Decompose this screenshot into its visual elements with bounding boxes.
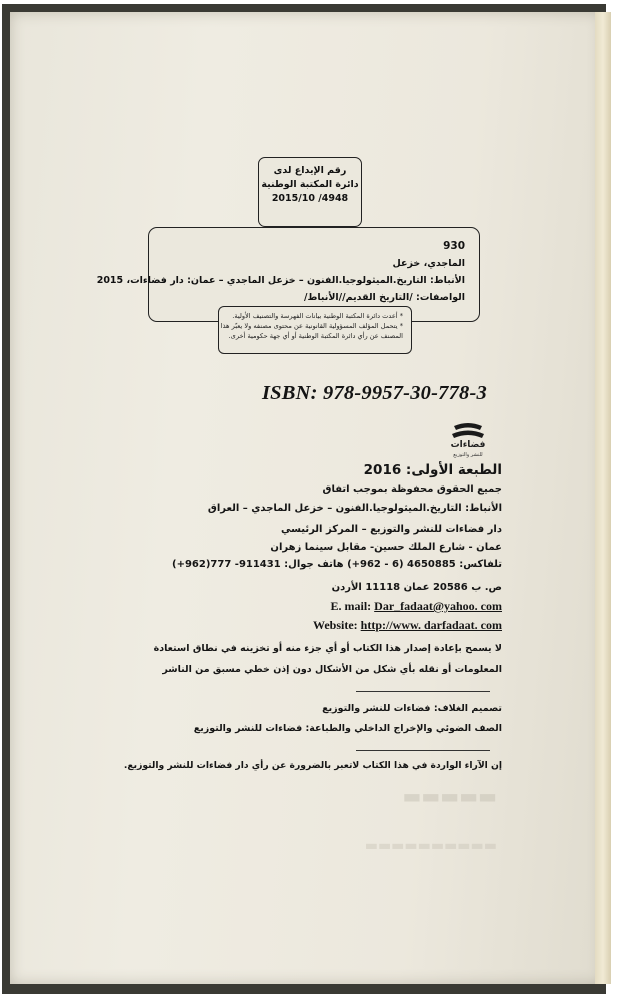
show-through-text: ▬▬▬▬▬	[402, 784, 497, 808]
deposit-number-box	[258, 157, 362, 227]
isbn-number: ISBN: 978-9957-30-778-3	[262, 382, 487, 404]
catalog-publication: الأنباط: التاريخ.الميثولوجيا.الفنون – خزعل الماجدي – عمان: دار فضاءات، 2015	[96, 275, 465, 286]
page-edges	[595, 12, 611, 984]
publisher-line: دار فضاءات للنشر والتوزيع – المركز الرئيسي	[280, 524, 502, 535]
library-notes-box	[218, 306, 412, 354]
email-line	[331, 599, 503, 614]
note-line: المصنف عن رأي دائرة المكتبة الوطنية أو أي جهة حكومية أخرى.	[228, 332, 403, 340]
email-link[interactable]: Dar_fadaat@yahoo. com	[374, 599, 502, 613]
website-line	[313, 618, 502, 633]
deposit-line: رقم الإيداع لدى	[273, 165, 347, 176]
copyright-notice-line: المعلومات أو نقله بأي شكل من الأشكال دون إذن خطي مسبق من الناشر	[162, 664, 502, 675]
publisher-logo-subtitle: للنشر والتوزيع	[453, 452, 483, 458]
address-line: عمان - شارع الملك حسين- مقابل سينما زهران	[270, 542, 502, 553]
classification-number: 930	[443, 240, 465, 252]
catalog-author: الماجدي، خزعل	[392, 258, 465, 269]
rights-text: جميع الحقوق محفوظة بموجب اتفاق	[322, 484, 502, 495]
note-line: * يتحمل المؤلف المسؤولية القانونية عن محتوى مصنفه ولا يعبّر هذا	[220, 322, 403, 330]
phone-line: تلفاكس: 4650885 (6 - 962+) هاتف جوال: 911431- 777(962+)	[172, 559, 502, 570]
separator-line	[356, 750, 490, 751]
catalog-descriptors: الواصفات: /التاريخ القديم//الأنباط/	[304, 292, 465, 303]
deposit-line: دائرة المكتبة الوطنية	[261, 179, 359, 190]
note-line: * أعدت دائرة المكتبة الوطنية بيانات الفهرسة والتصنيف الأولية.	[232, 312, 403, 320]
disclaimer-text: إن الآراء الواردة في هذا الكتاب لاتعبر بالضرورة عن رأي دار فضاءات للنشر والتوزيع.	[123, 760, 502, 771]
title-line: الأنباط: التاريخ.الميثولوجيا.الفنون – خزعل الماجدي – العراق	[207, 503, 502, 514]
cover-design-credit: تصميم الغلاف: فضاءات للنشر والتوزيع	[322, 703, 502, 714]
website-link[interactable]: http://www. darfadaat. com	[360, 618, 502, 632]
website-label: Website:	[313, 618, 361, 632]
pobox-line: ص. ب 20586 عمان 11118 الأردن	[331, 582, 502, 593]
typesetting-credit: الصف الضوئي والإخراج الداخلي والطباعة: فضاءات للنشر والتوزيع	[193, 723, 502, 734]
edition-text: الطبعة الأولى: 2016	[363, 462, 502, 478]
deposit-number: 2015/10 /4948	[271, 193, 349, 204]
copyright-notice-line: لا يسمح بإعادة إصدار هذا الكتاب أو أي جزء منه أو تخزينه في نطاق استعادة	[153, 643, 502, 654]
separator-line	[356, 691, 490, 692]
publisher-logo-name: فضاءات	[450, 440, 486, 450]
email-label: E. mail:	[330, 599, 375, 613]
show-through-text: ▬▬▬▬▬▬▬▬▬▬	[364, 838, 497, 854]
